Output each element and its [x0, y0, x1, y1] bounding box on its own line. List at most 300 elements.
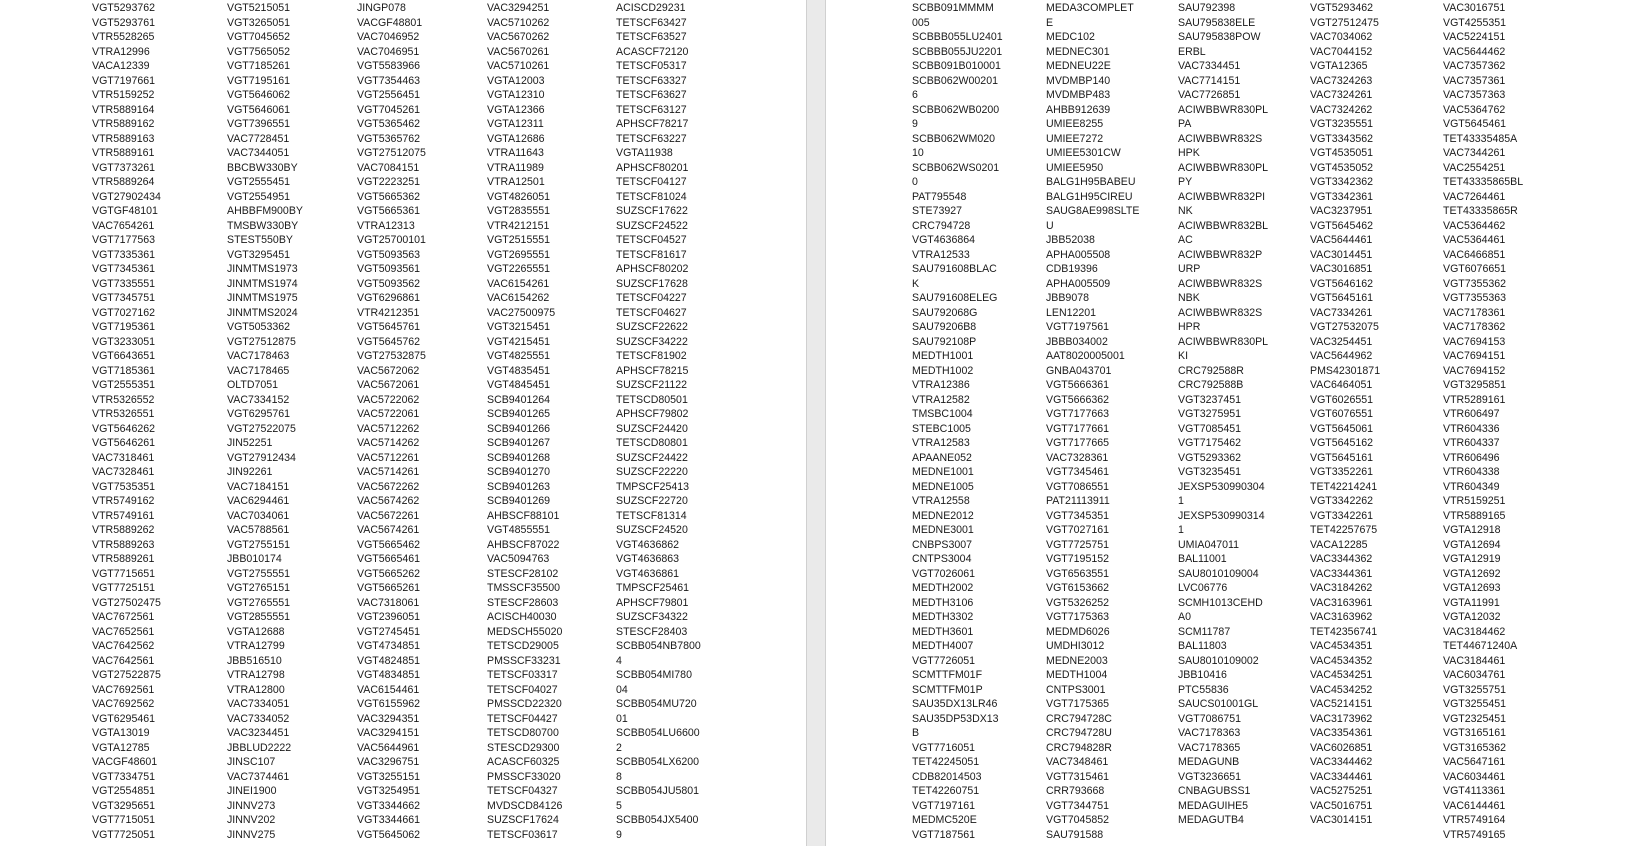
code-cell: JBB010174 — [227, 553, 282, 565]
code-cell: SAU791588 — [1046, 828, 1104, 841]
code-cell: VTR4212351 — [357, 306, 420, 319]
code-cell: VGT27512875 — [227, 335, 296, 348]
code-cell: E — [1046, 16, 1054, 29]
column-5 — [616, 1, 701, 842]
code-cell: VAC7334451 — [1178, 60, 1241, 72]
code-cell: VAC7694151 — [1443, 350, 1506, 362]
code-cell: SCBB054LU6600 — [616, 727, 700, 739]
code-cell: SAU79206B8 — [912, 321, 977, 333]
code-cell: VAC3354361 — [1310, 727, 1373, 739]
code-cell: VGT7725751 — [1046, 538, 1110, 551]
code-cell: VAC5710261 — [487, 60, 550, 72]
code-cell: VTR5889261 — [92, 553, 155, 565]
code-cell: VGTA12365 — [1310, 60, 1368, 72]
code-cell: CNTPS3001 — [1046, 683, 1106, 696]
code-cell: VGTA12686 — [487, 132, 545, 145]
code-cell: VGT3254951 — [357, 785, 421, 797]
code-cell: VGT4535051 — [1310, 147, 1374, 159]
code-cell: VTRA12558 — [912, 495, 970, 507]
code-cell: VGTA12310 — [487, 89, 545, 101]
code-cell: VGT7187561 — [912, 828, 976, 841]
code-cell: VGT7715051 — [92, 814, 156, 826]
code-cell: TETSCF63627 — [616, 89, 687, 101]
code-cell: JINGP078 — [357, 2, 406, 14]
code-cell: MEDTH1002 — [912, 364, 974, 377]
code-cell: VGT6295461 — [92, 712, 156, 725]
code-cell: SCBB054JU5801 — [616, 785, 700, 797]
code-cell: VGT7027162 — [92, 306, 156, 319]
code-cell: VGT7086551 — [1046, 480, 1110, 493]
column-2 — [1046, 1, 1139, 842]
code-cell: VGT4636861 — [616, 567, 680, 580]
code-cell: VGT5093562 — [357, 277, 421, 290]
code-cell: VGT4215451 — [487, 335, 551, 348]
code-cell: VGT5645762 — [357, 335, 421, 348]
code-cell: APHSCF78217 — [616, 118, 689, 130]
code-cell: VAC6154461 — [357, 683, 420, 696]
code-cell: VAC7334052 — [227, 712, 290, 725]
code-cell: VTR4212151 — [487, 219, 550, 232]
code-cell: VAC6466851 — [1443, 248, 1506, 261]
code-cell: TETSCF81024 — [616, 190, 687, 203]
code-cell: NBK — [1178, 292, 1200, 304]
code-cell: VGT2555351 — [92, 379, 156, 391]
code-cell: VGT5665262 — [357, 567, 421, 580]
code-cell: APHSCF80201 — [616, 161, 689, 174]
code-cell: VGTA12032 — [1443, 611, 1501, 623]
code-cell: VGT6026551 — [1310, 393, 1374, 406]
code-cell: VAC7642562 — [92, 640, 155, 652]
code-cell: VTR604349 — [1443, 480, 1500, 493]
code-cell: VAC7334152 — [227, 393, 290, 406]
code-cell: VGT3165161 — [1443, 727, 1507, 739]
code-cell: VAC5094763 — [487, 553, 550, 565]
column-2 — [227, 1, 303, 842]
code-cell: BALG1H95BABEU — [1046, 176, 1136, 188]
code-cell: VAC5672061 — [357, 379, 420, 391]
code-cell: APHSCF79801 — [616, 596, 689, 609]
code-cell: VGT3235551 — [1310, 118, 1374, 130]
code-cell: VGT27912434 — [227, 451, 296, 464]
code-cell: VGT2515551 — [487, 234, 551, 246]
code-cell: VGT5665261 — [357, 582, 421, 594]
code-cell: MVDSCD84126 — [487, 799, 563, 812]
code-cell: VAC7324263 — [1310, 74, 1373, 87]
code-cell: VAC4534352 — [1310, 654, 1373, 667]
code-cell: VGT5646062 — [227, 89, 291, 101]
code-cell: VGT3295451 — [227, 248, 291, 261]
code-cell: SCBB054MU720 — [616, 698, 697, 710]
code-cell: MEDC102 — [1046, 31, 1095, 43]
code-cell: VGT3342361 — [1310, 190, 1374, 203]
code-cell: NK — [1178, 205, 1193, 217]
code-cell: VGT5293761 — [92, 16, 156, 29]
code-cell: VAC7178465 — [227, 364, 290, 377]
code-cell: SAU8010109004 — [1178, 567, 1259, 580]
code-cell: VTR5889262 — [92, 524, 155, 536]
code-cell: VTR604336 — [1443, 422, 1500, 435]
code-cell: VGT3165362 — [1443, 741, 1507, 754]
code-cell: VTRA12798 — [227, 669, 285, 681]
code-cell: ACIWBBWR830PL — [1178, 161, 1269, 174]
code-cell: TET42260751 — [912, 785, 980, 797]
code-cell: TETSCF04627 — [616, 306, 687, 319]
code-cell: VGT7085451 — [1178, 422, 1242, 435]
code-cell: SUZSCF22622 — [616, 321, 688, 333]
code-cell: VAC7264461 — [1443, 190, 1506, 203]
code-cell: APAANE052 — [912, 451, 972, 464]
code-cell: VAC3163961 — [1310, 596, 1373, 609]
code-cell: VGT27512475 — [1310, 16, 1379, 29]
code-cell: SCB9401264 — [487, 393, 551, 406]
code-cell: TETSCD29005 — [487, 640, 559, 652]
code-cell: SUZSCF21122 — [616, 379, 688, 391]
code-cell: VTR5749164 — [1443, 814, 1506, 826]
code-cell: VTRA12582 — [912, 393, 970, 406]
code-cell: VAC3296751 — [357, 756, 420, 768]
code-cell: VAC3014151 — [1310, 814, 1373, 826]
code-cell: MEDNE1001 — [912, 466, 974, 478]
code-cell: VGT7344751 — [1046, 799, 1110, 812]
code-cell: PMS42301871 — [1310, 364, 1381, 377]
code-cell: AHBB912639 — [1046, 103, 1111, 116]
code-cell: MEDTH1004 — [1046, 669, 1108, 681]
code-cell: VGT3235451 — [1178, 466, 1242, 478]
code-cell: PMSSCF33231 — [487, 654, 561, 667]
code-cell: VAC7652561 — [92, 625, 155, 638]
code-cell: TETSCF03617 — [487, 828, 558, 841]
code-cell: VGTA12003 — [487, 74, 545, 87]
code-cell: JINSC107 — [227, 756, 276, 768]
code-cell: VGT5646262 — [92, 422, 156, 435]
code-cell: BAL11001 — [1178, 553, 1227, 565]
code-cell: STESCF28102 — [487, 567, 559, 580]
code-cell: SUZSCF34322 — [616, 611, 688, 623]
code-cell: CNTPS3004 — [912, 553, 972, 565]
code-cell: VACGF48801 — [357, 16, 423, 29]
code-cell: VAC7694152 — [1443, 364, 1506, 377]
code-cell: PMSSCF33020 — [487, 770, 561, 783]
code-cell: SUZSCF24422 — [616, 451, 688, 464]
code-cell: ACIWBBWR832P — [1178, 248, 1263, 261]
code-cell: VGT2554851 — [92, 785, 156, 797]
code-cell: CNBPS3007 — [912, 538, 973, 551]
code-cell: VGTA12785 — [92, 741, 150, 754]
code-cell: SCM11787 — [1178, 625, 1231, 638]
code-cell: VTR5749161 — [92, 509, 155, 522]
code-cell: CRC794728 — [912, 219, 971, 232]
code-cell: VAC6026851 — [1310, 741, 1373, 754]
code-cell: VAC5644462 — [1443, 45, 1506, 58]
code-cell: VGT3237451 — [1178, 393, 1242, 406]
code-cell: VGTA12918 — [1443, 524, 1501, 536]
code-cell: CDB19396 — [1046, 263, 1098, 275]
code-cell: SCBB062WS0201 — [912, 161, 1000, 174]
code-cell: VGT27522875 — [92, 669, 161, 681]
code-cell: SAU791608BLAC — [912, 263, 997, 275]
code-cell: 9 — [912, 118, 918, 130]
code-cell: VGT2755151 — [227, 538, 291, 551]
code-cell: VGT2755551 — [227, 567, 291, 580]
code-cell: STESCD29300 — [487, 741, 560, 754]
code-cell: ERBL — [1178, 45, 1206, 58]
code-cell: VAC5364462 — [1443, 219, 1506, 232]
code-cell: VGT5093563 — [357, 248, 421, 261]
code-cell: SCB9401263 — [487, 480, 551, 493]
code-cell: AC — [1178, 234, 1193, 246]
code-cell: VGT27532075 — [1310, 321, 1379, 333]
code-cell: VTR5889165 — [1443, 509, 1506, 522]
code-cell: SAU35DX13LR46 — [912, 698, 998, 710]
code-cell: VAC5710262 — [487, 16, 550, 29]
code-cell: TETSCF63227 — [616, 132, 687, 145]
code-cell: ACISCH40030 — [487, 611, 557, 623]
code-cell: VAC6294461 — [227, 495, 290, 507]
code-cell: JIN92261 — [227, 466, 273, 478]
code-cell: VAC4534251 — [1310, 669, 1373, 681]
code-cell: VAC7178362 — [1443, 321, 1506, 333]
code-cell: VAC4534351 — [1310, 640, 1373, 652]
code-cell: VAC3344461 — [1310, 770, 1373, 783]
column-1 — [912, 1, 1003, 842]
code-cell: VGT7045852 — [1046, 814, 1110, 826]
code-cell: 4 — [616, 654, 622, 667]
code-cell: VAC3184462 — [1443, 625, 1506, 638]
code-cell: VAC7357361 — [1443, 74, 1506, 87]
code-cell: TETSCF63527 — [616, 31, 687, 43]
code-cell: TETSCD80501 — [616, 393, 688, 406]
code-cell: JINNV273 — [227, 799, 276, 812]
code-cell: VAC6034761 — [1443, 669, 1506, 681]
code-cell: SAU792108P — [912, 335, 977, 348]
code-cell: SCB9401268 — [487, 451, 551, 464]
code-cell: VAC7714151 — [1178, 74, 1241, 87]
code-cell: VGT7175462 — [1178, 437, 1242, 449]
code-cell: VTR5889161 — [92, 147, 155, 159]
code-cell: VGT7335361 — [92, 248, 156, 261]
code-cell: VGT7345361 — [92, 263, 156, 275]
code-cell: MEDSCH55020 — [487, 625, 563, 638]
code-cell: AAT8020005001 — [1046, 350, 1125, 362]
code-cell: SAUCS01001GL — [1178, 698, 1259, 710]
code-cell: TMSSCF35500 — [487, 582, 561, 594]
code-cell: VAC3344362 — [1310, 553, 1373, 565]
code-cell: TETSCF63327 — [616, 74, 687, 87]
code-cell: OLTD7051 — [227, 379, 279, 391]
code-cell: 9 — [616, 828, 622, 841]
code-cell: VTR5889264 — [92, 176, 155, 188]
code-cell: VGT4826051 — [487, 190, 551, 203]
code-cell: VAC7178363 — [1178, 727, 1241, 739]
code-cell: TETSCF81314 — [616, 509, 687, 522]
code-cell: VAC7324261 — [1310, 89, 1373, 101]
code-cell: VGT7197161 — [912, 799, 976, 812]
code-cell: VAC3344462 — [1310, 756, 1373, 768]
code-cell: VAC7178463 — [227, 350, 290, 362]
code-cell: VGT7195152 — [1046, 553, 1110, 565]
code-cell: JINEI1900 — [227, 785, 277, 797]
code-cell: VAC7044152 — [1310, 45, 1373, 58]
code-cell: VGT7026061 — [912, 567, 976, 580]
code-cell: VAC6144461 — [1443, 799, 1506, 812]
code-cell: VGT5293362 — [1178, 451, 1242, 464]
code-cell: VGT7027161 — [1046, 524, 1110, 536]
code-cell: VGTA12366 — [487, 103, 545, 116]
code-cell: MEDTH4007 — [912, 640, 974, 652]
code-cell: SUZSCF17624 — [487, 814, 559, 826]
code-cell: SAU791608ELEG — [912, 292, 998, 304]
code-cell: VGT25700101 — [357, 234, 426, 246]
code-cell: VGT4734851 — [357, 640, 421, 652]
code-cell: VAC5672062 — [357, 364, 420, 377]
code-cell: MEDMC520E — [912, 814, 977, 826]
code-cell: VAC5364762 — [1443, 103, 1506, 116]
code-cell: MVDMBP140 — [1046, 74, 1111, 87]
code-cell: VAC7357363 — [1443, 89, 1506, 101]
code-cell: VAC5722061 — [357, 408, 420, 420]
code-cell: APHA005509 — [1046, 277, 1111, 290]
code-cell: VTRA12996 — [92, 45, 150, 58]
code-cell: AHBSCF88101 — [487, 509, 560, 522]
code-cell: HPR — [1178, 321, 1201, 333]
code-cell: VGT6296861 — [357, 292, 421, 304]
code-cell: SCBBB055JU2201 — [912, 45, 1003, 58]
code-cell: VAC2554251 — [1443, 161, 1506, 174]
code-cell: VAC3234451 — [227, 727, 290, 739]
code-cell: TETSCF05317 — [616, 60, 687, 72]
code-cell: VGT5645462 — [1310, 219, 1374, 232]
code-cell: VGT7715651 — [92, 567, 156, 580]
code-cell: VAC3184262 — [1310, 582, 1373, 594]
code-cell: VGT2555451 — [227, 176, 291, 188]
code-cell: VGT7175363 — [1046, 611, 1110, 623]
code-cell: VTRA12533 — [912, 248, 970, 261]
code-cell: VAC5712262 — [357, 422, 420, 435]
code-cell: UMIEE5950 — [1046, 161, 1104, 174]
code-cell: MEDNEU22E — [1046, 60, 1111, 72]
code-cell: CDB82014503 — [912, 770, 982, 783]
code-cell: VGTA13019 — [92, 727, 150, 739]
code-cell: VAC5644461 — [1310, 234, 1373, 246]
code-cell: VAC5016751 — [1310, 799, 1373, 812]
code-cell: VGT6153662 — [1046, 582, 1110, 594]
code-cell: VAC3016851 — [1310, 263, 1373, 275]
code-cell: VGT2745451 — [357, 625, 421, 638]
code-cell: 1 — [1178, 524, 1184, 536]
code-cell: SUZSCF17628 — [616, 277, 688, 290]
code-cell: CRC794728C — [1046, 712, 1112, 725]
code-cell: TETSCF81617 — [616, 248, 687, 261]
code-cell: VGT3275951 — [1178, 408, 1242, 420]
code-cell: VGT3236651 — [1178, 770, 1242, 783]
code-cell: VGTA12692 — [1443, 567, 1501, 580]
code-cell: SCBB054LX6200 — [616, 756, 700, 768]
code-cell: VGT4636862 — [616, 538, 680, 551]
code-cell: VGT2556451 — [357, 89, 421, 101]
code-cell: VGT7175365 — [1046, 698, 1110, 710]
code-cell: TET42245051 — [912, 756, 980, 768]
code-cell: VAC5364461 — [1443, 234, 1506, 246]
code-cell: VGT6563551 — [1046, 567, 1110, 580]
code-cell: VGT2223251 — [357, 176, 421, 188]
code-cell: SAU795838ELE — [1178, 16, 1256, 29]
code-cell: VAC5224151 — [1443, 31, 1506, 43]
code-cell: GNBA043701 — [1046, 364, 1112, 377]
code-cell: MEDAGUIHE5 — [1178, 799, 1249, 812]
code-cell: VAC7728451 — [227, 132, 290, 145]
code-cell: VAC27500975 — [487, 306, 556, 319]
code-cell: UMDHI3012 — [1046, 640, 1105, 652]
code-cell: VAC5275251 — [1310, 785, 1373, 797]
code-cell: VAC3014451 — [1310, 248, 1373, 261]
code-cell: VTR5889263 — [92, 538, 155, 551]
code-cell: VAC7692561 — [92, 683, 155, 696]
code-cell: UMIA047011 — [1178, 538, 1240, 551]
code-cell: VGT7315461 — [1046, 770, 1110, 783]
code-cell: VTRA12799 — [227, 640, 285, 652]
code-cell: SCB9401270 — [487, 466, 551, 478]
code-cell: VGT5665461 — [357, 553, 421, 565]
code-cell: UMIEE8255 — [1046, 118, 1104, 130]
code-cell: CNBAGUBSS1 — [1178, 785, 1251, 797]
code-cell: VTRA12583 — [912, 437, 970, 449]
code-cell: VGTA11991 — [1443, 596, 1500, 609]
code-cell: VGT3255451 — [1443, 698, 1507, 710]
code-cell: VAC5788561 — [227, 524, 290, 536]
code-cell: VTR5159251 — [1443, 495, 1506, 507]
code-cell: VACA12285 — [1310, 538, 1368, 551]
code-cell: SCBB091B010001 — [912, 60, 1001, 72]
code-cell: VAC7672561 — [92, 611, 155, 623]
code-cell: VGT5666361 — [1046, 379, 1110, 391]
code-cell: TETSCD80801 — [616, 437, 688, 449]
code-cell: VTR606497 — [1443, 408, 1500, 420]
code-cell: VGT7177661 — [1046, 422, 1110, 435]
code-cell: UMIEE5301CW — [1046, 147, 1121, 159]
code-cell: SAU8010109002 — [1178, 654, 1259, 667]
code-cell: VGT5645161 — [1310, 292, 1374, 304]
code-cell: VTR5889163 — [92, 132, 155, 145]
code-cell: VGT6295761 — [227, 408, 291, 420]
code-cell: VGT7197661 — [92, 74, 156, 87]
code-cell: VGT5645061 — [1310, 422, 1374, 435]
code-cell: ACASCF60325 — [487, 756, 560, 768]
code-cell: SAU795838POW — [1178, 31, 1261, 43]
code-cell: VGT7716051 — [912, 741, 976, 754]
code-cell: PA — [1178, 118, 1192, 130]
code-cell: VGT5645162 — [1310, 437, 1374, 449]
code-cell: TMPSCF25413 — [616, 480, 690, 493]
code-cell: VACA12339 — [92, 60, 150, 72]
code-cell: SCB9401265 — [487, 408, 551, 420]
code-cell: VAC7328461 — [92, 466, 155, 478]
code-cell: VGT3344661 — [357, 814, 421, 826]
code-cell: 1 — [1178, 495, 1184, 507]
code-cell: TETSCD80700 — [487, 727, 559, 739]
code-cell: VGT5293762 — [92, 2, 156, 14]
code-cell: VGT7345461 — [1046, 466, 1110, 478]
code-cell: VGT6076551 — [1310, 408, 1374, 420]
code-cell: VAC7184151 — [227, 480, 290, 493]
code-cell: TET43335865R — [1443, 205, 1518, 217]
code-cell: VAC5672262 — [357, 480, 420, 493]
code-cell: VGT4824851 — [357, 654, 421, 667]
code-cell: VTRA12386 — [912, 379, 970, 391]
code-cell: PMSSCD22320 — [487, 698, 562, 710]
code-cell: VGT7195361 — [92, 321, 156, 333]
code-cell: TETSCF04027 — [487, 683, 558, 696]
code-cell: VAC5722062 — [357, 393, 420, 406]
